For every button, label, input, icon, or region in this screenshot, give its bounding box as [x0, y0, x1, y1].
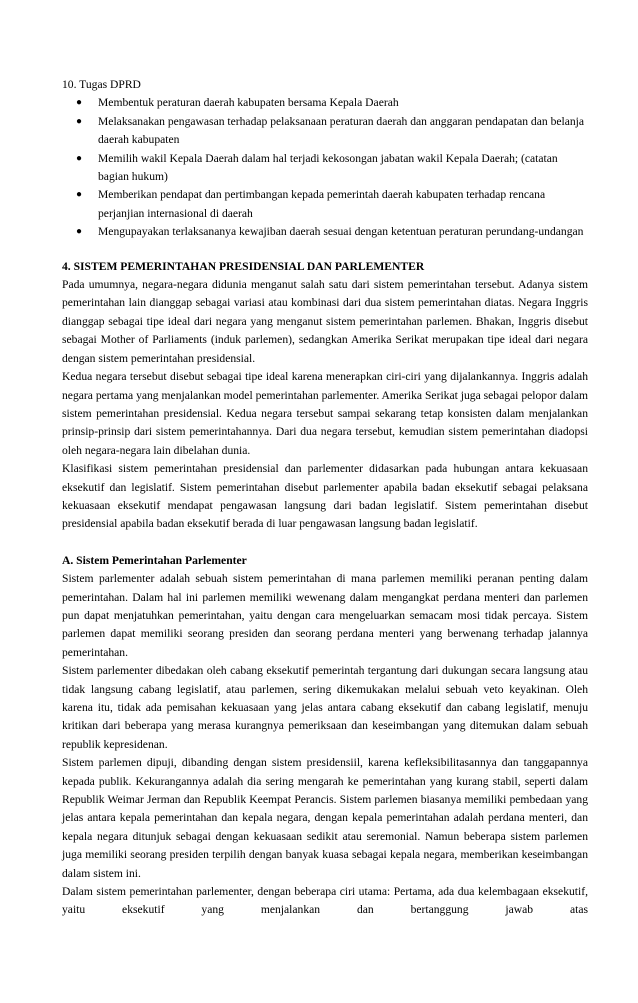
- list-item-text: Mengupayakan terlaksananya kewajiban daerah sesuai dengan ketentuan peraturan perundang-undangan: [98, 225, 584, 239]
- bullet-icon: ●: [76, 226, 83, 238]
- section-4-paragraph: Klasifikasi sistem pemerintahan presidensial dan parlementer didasarkan pada hubungan antara kekuasaan eksekutif dan legislatif. Sistem pemerintahan disebut parlementer apabila badan eksekutif sebagai pelaksana kekuasaan eksekutif mendapat pengawasan langsung dari badan legislatif. Sistem pemerintahan disebut presidensial apabila badan eksekutif berada di luar pengawasan langsung badan legislatif.: [62, 462, 588, 531]
- list-item: [62, 150, 588, 187]
- list-item: [62, 113, 588, 150]
- list-item-text: Memberikan pendapat dan pertimbangan kepada pemerintah daerah kabupaten terhadap rencana perjanjian internasional di daerah: [98, 188, 546, 220]
- section-4-paragraph: Kedua negara tersebut disebut sebagai tipe ideal karena menerapkan ciri-ciri yang dijalankannya. Inggris adalah negara pertama yang menjalankan model pemerintahan parlementer. Amerika Serikat juga sebagai pelopor dalam sistem pemerintahan presidensial. Kedua negara tersebut sampai sekarang tetap konsisten dalam menjalankan prinsip-prinsip dari sistem pemerintahannya. Dari dua negara tersebut, kemudian sistem pemerintahan diadopsi oleh negara-negara lain dibelahan dunia.: [62, 370, 588, 457]
- bullet-icon: ●: [76, 189, 83, 201]
- tasks-heading: 10. Tugas DPRD: [62, 78, 141, 91]
- list-item-text: Membentuk peraturan daerah kabupaten bersama Kepala Daerah: [98, 96, 399, 110]
- section-a-paragraph: Dalam sistem pemerintahan parlementer, dengan beberapa ciri utama: Pertama, ada dua kelembagaan eksekutif, yaitu eksekutif yang menjalankan dan bertanggung jawab atas: [62, 885, 588, 917]
- section-4-heading: 4. SISTEM PEMERINTAHAN PRESIDENSIAL DAN PARLEMENTER: [62, 259, 425, 273]
- section-a-paragraph: Sistem parlementer adalah sebuah sistem pemerintahan di mana parlemen memiliki peranan penting dalam pemerintahan. Dalam hal ini parlemen memiliki wewenang dalam mengangkat perdana menteri dan parlemen pun dapat menjatuhkan pemerintahan, yaitu dengan cara mengeluarkan semacam mosi tidak percaya. Sistem parlemen dapat memiliki seorang presiden dan seorang perdana menteri yang berwenang terhadap jalannya pemerintahan.: [62, 572, 588, 659]
- section-a-paragraph: Sistem parlemen dipuji, dibanding dengan sistem presidensiil, karena kefleksibilitasannya dan tanggapannya kepada publik. Kekurangannya adalah dia sering mengarah ke pemerintahan yang kurang stabil, seperti dalam Republik Weimar Jerman dan Republik Keempat Perancis. Sistem parlemen biasanya memiliki pembedaan yang jelas antara kepala pemerintahan dan kepala negara, dengan kepala pemerintahan adalah perdana menteri, dan kepala negara ditunjuk sebagai dengan kekuasaan sedikit atau seremonial. Namun beberapa sistem parlemen juga memiliki seorang presiden terpilih dengan banyak kuasa sebagai kepala negara, memberikan keseimbangan dalam sistem ini.: [62, 756, 588, 880]
- list-item: [62, 186, 588, 223]
- list-item-text: Memilih wakil Kepala Daerah dalam hal terjadi kekosongan jabatan wakil Kepala Daerah; (catatan bagian hukum): [98, 151, 558, 184]
- list-item-text: Melaksanakan pengawasan terhadap pelaksanaan peraturan daerah dan anggaran pendapatan dan belanja daerah kabupaten: [98, 114, 585, 147]
- bullet-icon: ●: [76, 115, 83, 127]
- bullet-icon: ●: [76, 152, 83, 164]
- list-item: [62, 94, 588, 112]
- tasks-list: [62, 94, 588, 241]
- section-4-paragraph: Pada umumnya, negara-negara didunia menganut salah satu dari sistem pemerintahan tersebut. Adanya sistem pemerintahan lain dianggap sebagai variasi atau kombinasi dari dua sistem pemerintahan diatas. Negara Inggris dianggap sebagai tipe ideal dari negara yang menganut sistem pemerintahan parlemen. Bhakan, Inggris disebut sebagai Mother of Parliaments (induk parlemen), sedangkan Amerika Serikat merupakan tipe ideal dari negara dengan sistem pemerintahan presidensial.: [62, 278, 588, 365]
- list-item: [62, 223, 588, 241]
- bullet-icon: ●: [76, 97, 83, 109]
- section-a-heading: A. Sistem Pemerintahan Parlementer: [62, 553, 247, 567]
- document-page: [62, 76, 588, 920]
- section-a-paragraph: Sistem parlementer dibedakan oleh cabang eksekutif pemerintah tergantung dari dukungan secara langsung atau tidak langsung cabang legislatif, atau parlemen, sering dikemukakan melalui sebuah veto keyakinan. Oleh karena itu, tidak ada pemisahan kekuasaan yang jelas antara cabang eksekutif dan cabang legislatif, menuju kritikan dari beberapa yang merasa kurangnya pemeriksaan dan keseimbangan yang ditemukan dalam sebuah republik kepresidenan.: [62, 664, 588, 751]
